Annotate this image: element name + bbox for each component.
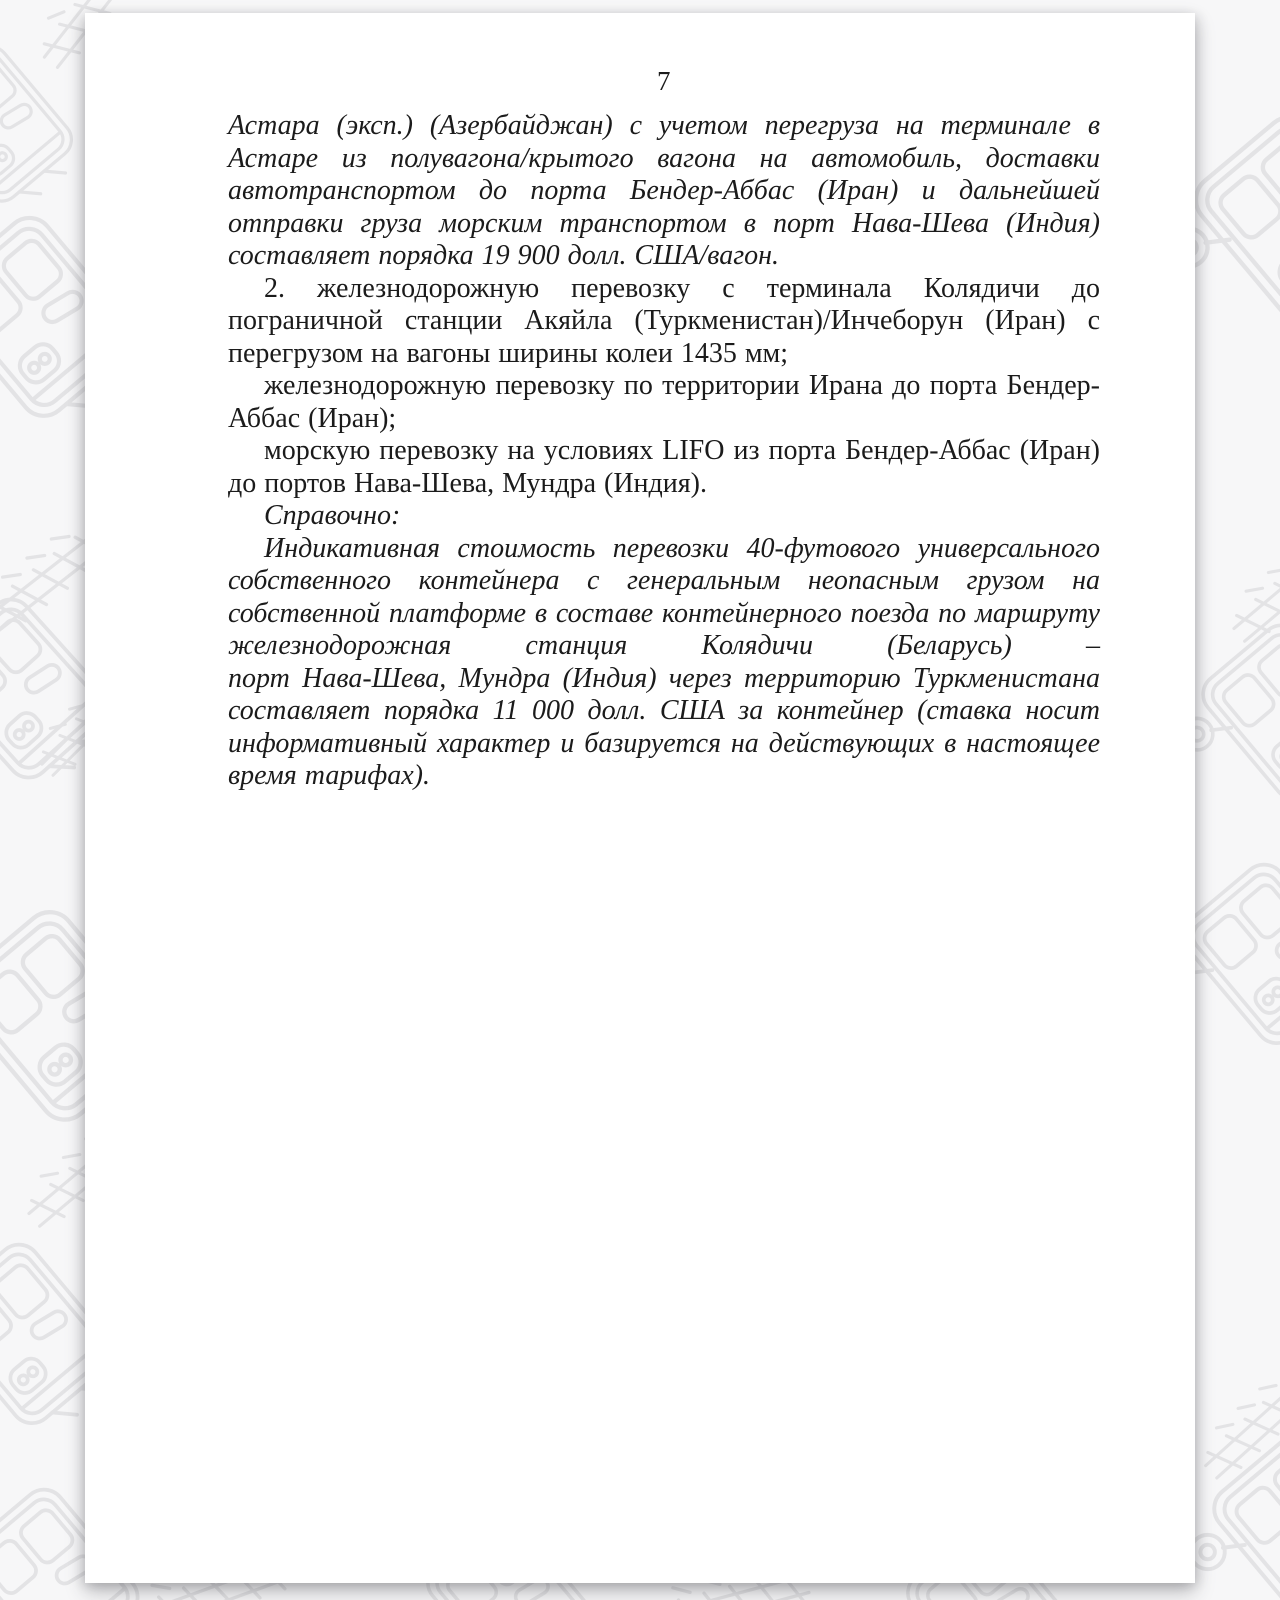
- paragraph-sea-leg-lifo: морскую перевозку на условиях LIFO из порта Бендер-Аббас (Иран) до портов Нава-Шева, Мундра (Индия).: [228, 435, 1100, 499]
- page-number: 7: [657, 66, 671, 96]
- paragraph-reference-label: Справочно:: [264, 500, 401, 531]
- paragraph-rail-leg-item-2: 2. железнодорожную перевозку с терминала Колядичи до пограничной станции Акяйла (Туркменистан)/Инчеборун (Иран) с перегрузом на вагоны ширины колеи 1435 мм;: [228, 272, 1100, 369]
- document-page: [85, 13, 1195, 1583]
- paragraph-rail-leg-iran: железнодорожную перевозку по территории Ирана до порта Бендер-Аббас (Иран);: [228, 370, 1100, 434]
- paragraph-wagon-tariff: Астара (эксп.) (Азербайджан) с учетом перегруза на терминале в Астаре из полувагона/крытого вагона на автомобиль, доставки автотранспортом до порта Бендер-Аббас (Иран) и дальнейшей отправки груза морским транспортом в порт Нава-Шева (Индия) составляет порядка 19 900 долл. США/вагон.: [228, 110, 1100, 271]
- paragraph-container-tariff-part2: порт Нава-Шева, Мундра (Индия) через территорию Туркменистана составляет порядка 11 000 долл. США за контейнер (ставка носит информативный характер и базируется на действующих в настоящее время тарифах).: [228, 662, 1100, 791]
- document-body: [228, 65, 1100, 793]
- paragraph-container-tariff-part1: Индикативная стоимость перевозки 40-футового универсального собственного контейнера с генеральным неопасным грузом на собственной платформе в составе контейнерного поезда по маршруту железнодорожная станция Колядичи (Беларусь) –: [228, 532, 1100, 661]
